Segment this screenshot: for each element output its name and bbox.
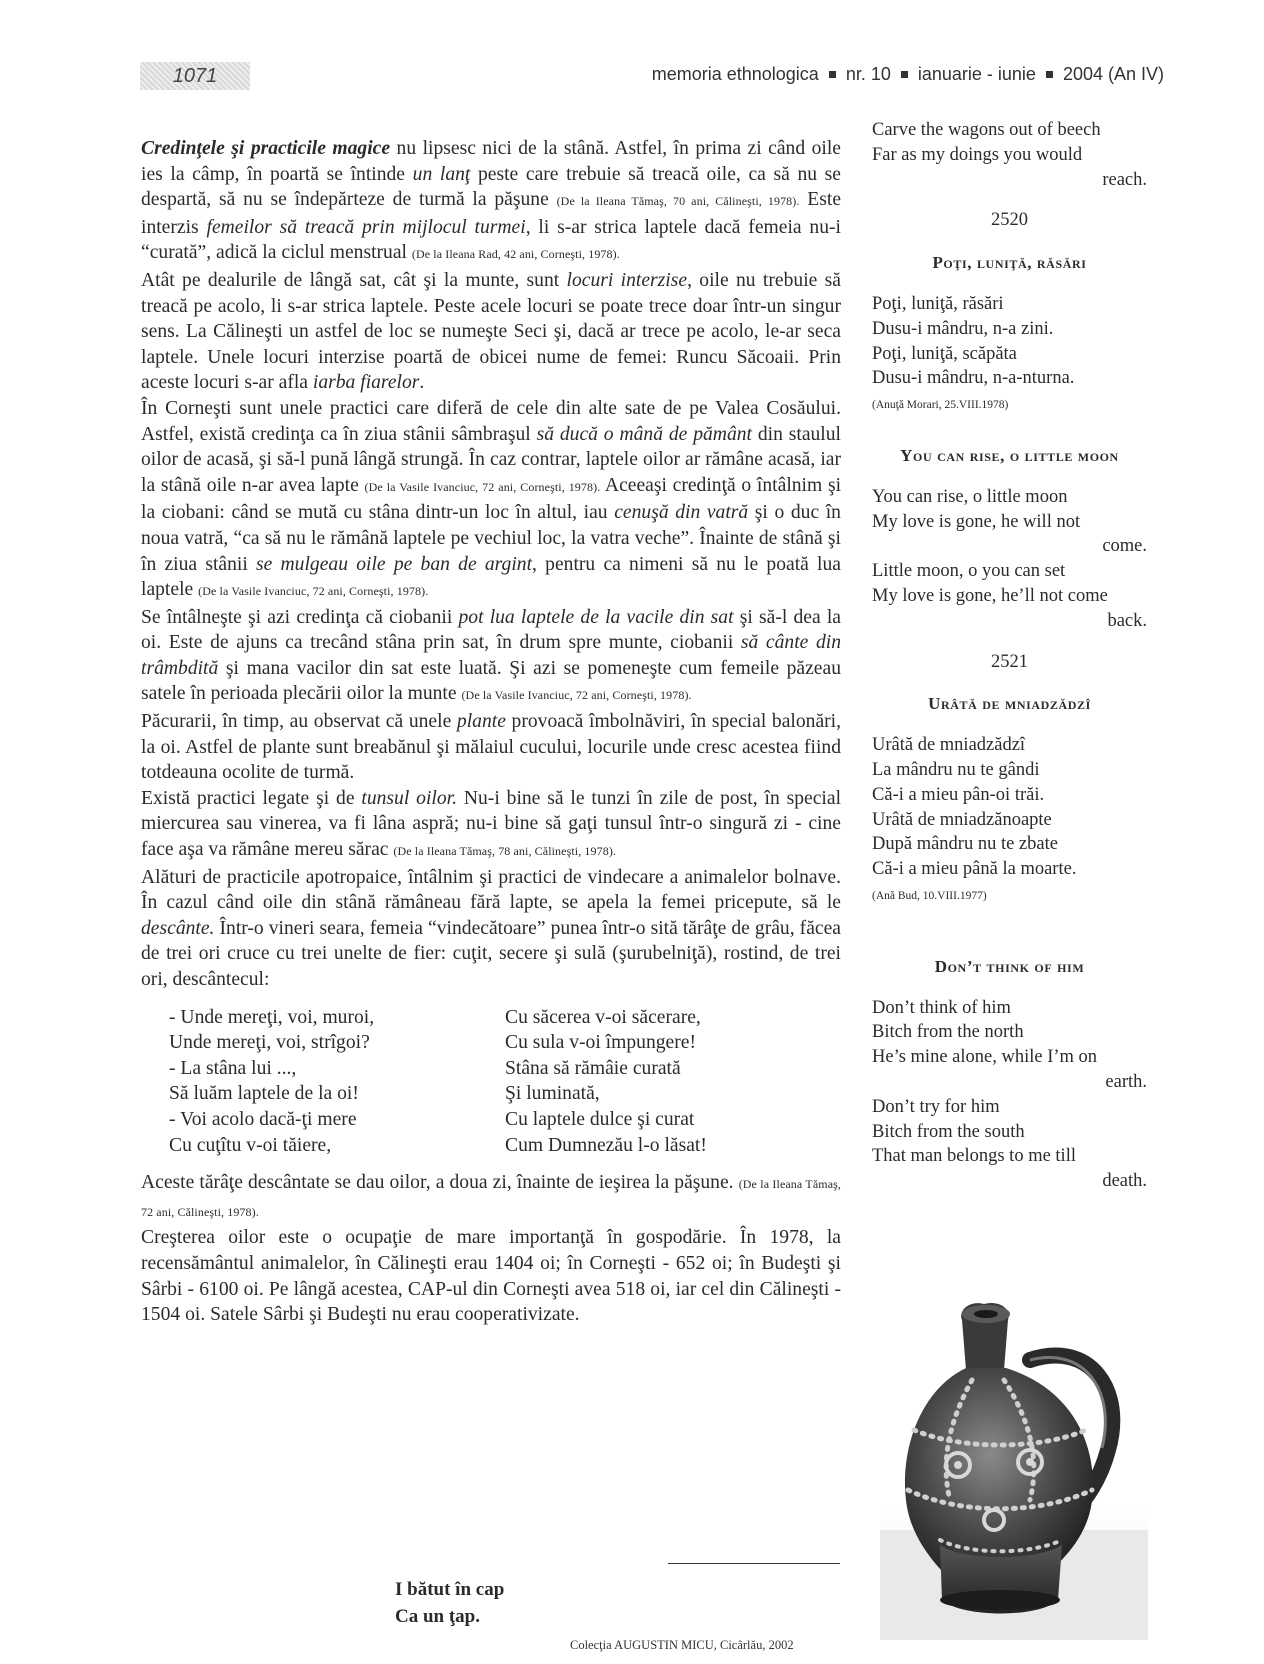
verse-line: Far as my doings you would [872, 144, 1083, 165]
song-title: You can rise, o little moon [900, 445, 1119, 465]
emphasis: iarba fiarelor [312, 372, 420, 394]
page-number: 1071 [140, 62, 250, 90]
pottery-jug-photo [880, 1300, 1148, 1640]
source-citation: (De la Ileana Rad, 42 ani, Corneşti, 1978). [411, 247, 620, 262]
verse-line: Dusu-i mândru, n-a zini. [872, 318, 1054, 339]
song-title: Urâtă de mniadzădzî [928, 694, 1091, 714]
song-source: (Anuţă Morari, 25.VIII.1978) [872, 399, 1009, 412]
source-citation: (De la Ileana Tămaş, 70 ani, Călineşti, 1978). [556, 194, 800, 209]
verse-line-continuation: back. [1107, 610, 1147, 631]
verse-continuation [872, 118, 1147, 192]
verse-line: - Unde mereţi, voi, muroi, [169, 1006, 375, 1028]
song-title: Poţi, luniţă, răsări [932, 253, 1087, 273]
paragraph [141, 709, 841, 786]
paragraph [141, 605, 841, 709]
emphasis: să cânte din trâmbdită [141, 632, 841, 679]
emphasis: locuri interzise [566, 269, 688, 291]
running-head [652, 64, 1164, 85]
verse-line: My love is gone, he will not [872, 511, 1081, 532]
verse-line: Don’t think of him [872, 997, 1011, 1018]
verse-line: Că-i a mieu până la moarte. [872, 859, 1077, 880]
text: Într-o vineri seara, femeia “vindecătoare” punea într-o sită tărâţe de grâu, făcea de trei ori cruce cu trei unelte de fier: cuţit, secere şi sulă (şurubelniţă), rostind, de trei ori, descântecul: [141, 917, 841, 990]
source-citation: (De la Ileana Tămaş, 72 ani, Călineşti, 1978). [141, 1177, 842, 1219]
emphasis: femeilor să treacă prin mijlocul turmei [206, 216, 526, 238]
text: Există practici legate şi de [141, 787, 362, 809]
verse-line-continuation: earth. [1105, 1071, 1147, 1092]
verse-line: Urâtă de mniadzădzî [872, 735, 1026, 756]
issue-number: nr. 10 [845, 64, 891, 84]
verse-line-continuation: reach. [1102, 169, 1147, 190]
emphasis: să ducă o mână de pământ [536, 423, 752, 445]
verse-line: I bătut în cap [395, 1579, 505, 1600]
paragraph [141, 1170, 841, 1225]
source-citation: (De la Ileana Tămaş, 78 ani, Călineşti, 1978). [393, 844, 617, 859]
text: , oile nu trebuie să treacă pe acolo, li s-ar strica laptele. Peste acele locuri se poate trece doar într-un singur sens. La Călineşti un astfel de loc se numeşte Seci şi, dacă ar trece pe acolo, le-ar seca laptele. Unele locuri interzise poartă de obicei nume de femei: Runcu Săcoaii. Prin aceste locuri s-ar afla [141, 269, 841, 394]
verse-line: Stâna să rămâie curată [505, 1057, 681, 1079]
text: În Corneşti sunt unele practici care diferă de cele din alte sate de pe Valea Cosăului. Astfel, există credinţa ca în ziua stânii sâmbraşul [141, 397, 841, 445]
journal-title: memoria ethnologica [651, 64, 819, 84]
paragraph [141, 786, 841, 865]
text: şi o duc în noua vatră, “ca să nu le rămână laptele pe vechiul loc, la vatra veche”. Înainte de stână şi în ziua stânii [141, 502, 841, 575]
verse-line: La mândru nu te gândi [872, 759, 1040, 780]
song-verse [872, 996, 1147, 1194]
text: nu lipsesc nici de la stână. Astfel, în prima zi când oile ies la câmp, în poartă se întinde [141, 138, 841, 185]
verse-line: Că-i a mieu pân-oi trăi. [872, 784, 1045, 805]
paragraph [141, 268, 841, 396]
source-citation: (De la Vasile Ivanciuc, 72 ani, Corneşti, 1978). [364, 479, 601, 494]
song-number: 2521 [991, 651, 1028, 672]
song-number: 2520 [991, 210, 1028, 231]
verse-line: Bitch from the south [872, 1121, 1025, 1142]
text: Creşterea oilor este o ocupaţie de mare importanţă în gospodărie. În 1978, la recensământul animalelor, în Călineşti erau 1404 oi; în Corneşti - 652 oi; în Budeşti şi Sârbi - 6100 oi. Pe lângă acestea, CAP-ul din Corneşti avea 518 oi, iar cel din Călineşti - 1504 oi. Satele Sârbi şi Budeşti nu erau cooperativizate. [141, 1227, 841, 1326]
text: Aceeaşi credinţă o întâlnim şi la ciobani: când se mută cu stâna dintr-un loc în altul, iau [141, 474, 842, 524]
verse-line: Dusu-i mândru, n-a-nturna. [872, 368, 1075, 389]
paragraph [141, 396, 841, 605]
text: şi mana vacilor din sat este luată. Şi azi se pomeneşte cum femeile păzeau satele în perioada plecării oilor la munte [141, 657, 841, 705]
source-citation: (De la Vasile Ivanciuc, 72 ani, Corneşti, 1978). [198, 584, 429, 599]
verse-line: Unde mereţi, voi, strîgoi? [169, 1032, 370, 1054]
footer-verse [395, 1576, 504, 1630]
emphasis: un lanţ [412, 163, 471, 185]
incantation-right-column [505, 1005, 841, 1159]
verse-line: - La stâna lui ..., [169, 1057, 297, 1079]
emphasis: tunsul oilor. [361, 787, 457, 809]
footnote-divider [668, 1563, 840, 1564]
text: peste care trebuie să treacă oile, ca să nu se despartă, să nu se îndepărteze de turmă la păşune [141, 163, 841, 211]
verse-line: Cu laptele dulce şi curat [505, 1108, 695, 1130]
lead-phrase: Credinţele şi practicile magice [141, 138, 391, 159]
verse-line-continuation: death. [1102, 1171, 1147, 1192]
verse-line: Bitch from the north [872, 1022, 1024, 1043]
verse-line: Urâtă de mniadzănoapte [872, 809, 1052, 830]
verse-line: Don’t try for him [872, 1096, 1000, 1117]
text: Aceste tărâţe descântate se dau oilor, a doua zi, înainte de ieşirea la păşune. [141, 1172, 739, 1194]
square-bullet-icon [1046, 71, 1053, 78]
song-source: (Ană Bud, 10.VIII.1977) [872, 889, 987, 902]
emphasis: pot lua laptele de la vacile din sat [458, 606, 734, 628]
verse-line-continuation: come. [1102, 536, 1147, 557]
paragraph [141, 865, 841, 993]
emphasis: cenuşă din vatră [614, 502, 749, 524]
verse-line: You can rise, o little moon [872, 486, 1068, 507]
verse-line: După mândru nu te zbate [872, 834, 1058, 855]
emphasis: se mulgeau oile pe ban de argint [255, 553, 533, 575]
verse-line: Ca un ţap. [395, 1606, 480, 1627]
song-verse [872, 292, 1147, 418]
verse-line: Cu cuţîtu v-oi tăiere, [169, 1134, 332, 1156]
sidebar-verses [872, 118, 1147, 1204]
text: Păcurarii, în timp, au observat că unele [141, 711, 457, 733]
text: din staulul oilor de acasă, şi să-l pună lângă strungă. În caz contrar, laptele oilor ar rămâne acasă, iar la stână oile n-ar avea lapte [141, 423, 841, 496]
incantation [169, 1005, 841, 1159]
paragraph [141, 136, 841, 268]
text: Nu-i bine să le tunzi în zile de post, în special miercurea sau vinerea, va fi lâna aspră; nu-i bine să gaţi tunsul într-o singură zi - cine face aşa va rămâne mereu sărac [141, 787, 842, 861]
square-bullet-icon [901, 71, 908, 78]
ceramic-jug-image [880, 1300, 1148, 1640]
verse-line: Poţi, luniţă, scăpăta [872, 343, 1017, 364]
verse-line: Poţi, luniţă, răsări [872, 293, 1004, 314]
text: . [419, 372, 425, 394]
song-verse [872, 733, 1147, 909]
verse-line: Şi luminată, [505, 1083, 600, 1105]
source-citation: (De la Vasile Ivanciuc, 72 ani, Corneşti, 1978). [461, 688, 692, 703]
verse-line: My love is gone, he’ll not come [872, 585, 1108, 606]
issue-year: 2004 (An IV) [1062, 64, 1164, 84]
square-bullet-icon [829, 71, 836, 78]
song-title: Don’t think of him [934, 956, 1085, 976]
text: provoacă îmbolnăviri, în special balonări, la oi. Astfel de plante sunt breabănul şi mălaiul cucului, locurile unde cresc acestea fiind totdeauna ocolite de turmă. [141, 711, 842, 784]
photo-credit: Colecţia AUGUSTIN MICU, Cicârlău, 2002 [570, 1638, 794, 1652]
text: şi să-l dea la oi. Este de ajuns ca trecând stâna prin sat, în drum spre munte, ciobanii [141, 606, 841, 654]
verse-line: Să luăm laptele de la oi! [169, 1083, 359, 1105]
incantation-left-column [169, 1005, 505, 1159]
main-text [141, 136, 841, 1328]
text: Se întâlneşte şi azi credinţa că ciobanii [141, 606, 459, 628]
verse-line: Cu săcerea v-oi săcerare, [505, 1006, 701, 1028]
emphasis: descânte. [141, 917, 215, 939]
text: Atât pe dealurile de lângă sat, cât şi la munte, sunt [141, 269, 567, 291]
verse-line: That man belongs to me till [872, 1146, 1076, 1167]
verse-line: Cu sula v-oi împungere! [505, 1032, 697, 1054]
song-verse [872, 485, 1147, 634]
emphasis: plante [456, 711, 506, 733]
paragraph [141, 1225, 841, 1327]
text: , li s-ar strica laptele dacă femeia nu-i “curată”, adică la ciclul menstrual [141, 216, 841, 264]
verse-line: Cum Dumnezău l-o lăsat! [505, 1134, 707, 1156]
issue-period: ianuarie - iunie [917, 64, 1036, 84]
text: Este interzis [141, 189, 842, 238]
verse-line: - Voi acolo dacă-ţi mere [169, 1108, 357, 1130]
verse-line: Carve the wagons out of beech [872, 120, 1101, 140]
verse-line: He’s mine alone, while I’m on [872, 1047, 1098, 1068]
text: , pentru ca nimeni să nu le poată lua laptele [141, 553, 841, 601]
text: Alături de practicile apotropaice, întâlnim şi practici de vindecare a animalelor bolnave. În cazul când oile din stână rămâneau fără lapte, se apela la femei pricepute, să le [141, 866, 841, 914]
verse-line: Little moon, o you can set [872, 561, 1066, 582]
